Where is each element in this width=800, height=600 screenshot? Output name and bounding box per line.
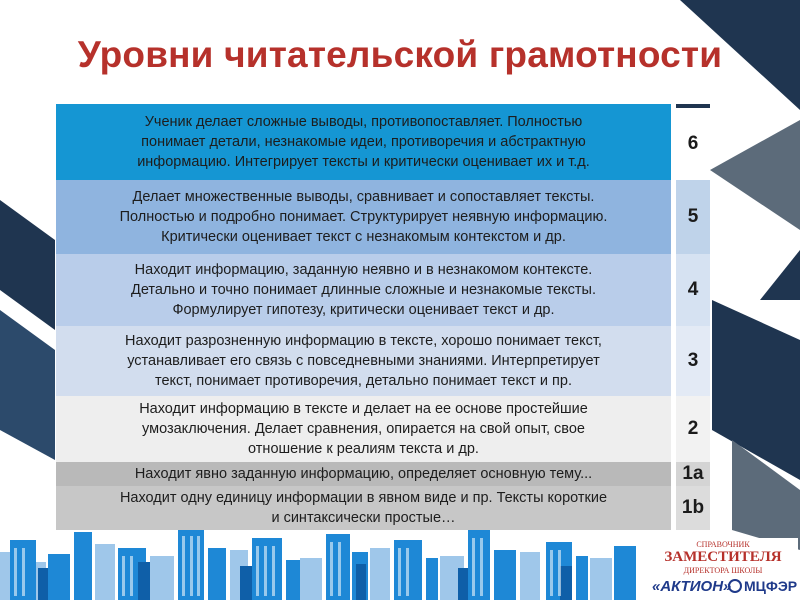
brand-line-2: ЗАМЕСТИТЕЛЯ [664,549,782,565]
level-description: Находит информацию в тексте и делает на ее основе простейшие умозаключения. Делает сравнения, опирается на свой опыт, свое отношение к реалиям текста и др. [56,396,671,462]
level-row-4 [56,254,710,326]
level-description: Находит разрозненную информацию в тексте, хорошо понимает текст, устанавливает его связь с повседневными знаниями. Интерпретирует текст, понимает противоречия, детально понимает текст и пр. [56,326,671,396]
aktion-logo-text: «АКТИОН» [652,578,732,595]
level-row-3 [56,326,710,396]
level-row-5 [56,180,710,254]
corner-decoration-right [712,300,800,550]
mcfer-logo-icon [728,579,742,593]
level-row-2 [56,396,710,462]
level-number: 1b [676,486,710,530]
level-description: Находит одну единицу информации в явном виде и пр. Тексты короткие и синтаксически простые… [56,486,671,530]
mcfer-logo-text: МЦФЭР [744,578,798,594]
level-row-6 [56,104,710,180]
level-description: Делает множественные выводы, сравнивает и сопоставляет тексты. Полностью и подробно понимает. Структурирует неявную информацию. Критически оценивает текст с незнакомым контекстом и др. [56,180,671,254]
corner-decoration-left [0,200,60,520]
level-description: Находит явно заданную информацию, определяет основную тему... [56,462,671,486]
level-number: 6 [676,104,710,180]
level-row-1a [56,462,710,486]
level-number: 3 [676,326,710,396]
level-row-1b [56,486,710,530]
level-number: 2 [676,396,710,462]
level-number: 5 [676,180,710,254]
page-title: Уровни читательской грамотности [77,34,723,75]
level-number: 4 [676,254,710,326]
level-number: 1a [676,462,710,486]
level-description: Ученик делает сложные выводы, противопоставляет. Полностью понимает детали, незнакомые идеи, противоречия и абстрактную информацию. Интегрирует тексты и критически оценивает их и т.д. [56,104,671,180]
brand-line-1: СПРАВОЧНИК [696,540,750,549]
level-description: Находит информацию, заданную неявно и в незнакомом контексте. Детально и точно понимает длинные сложные и незнакомые тексты. Формулирует гипотезу, критически оценивает текст и др. [56,254,671,326]
brand-line-3: ДИРЕКТОРА ШКОЛЫ [683,566,763,575]
publisher-logo [648,538,798,598]
reading-literacy-levels-table [56,104,710,530]
